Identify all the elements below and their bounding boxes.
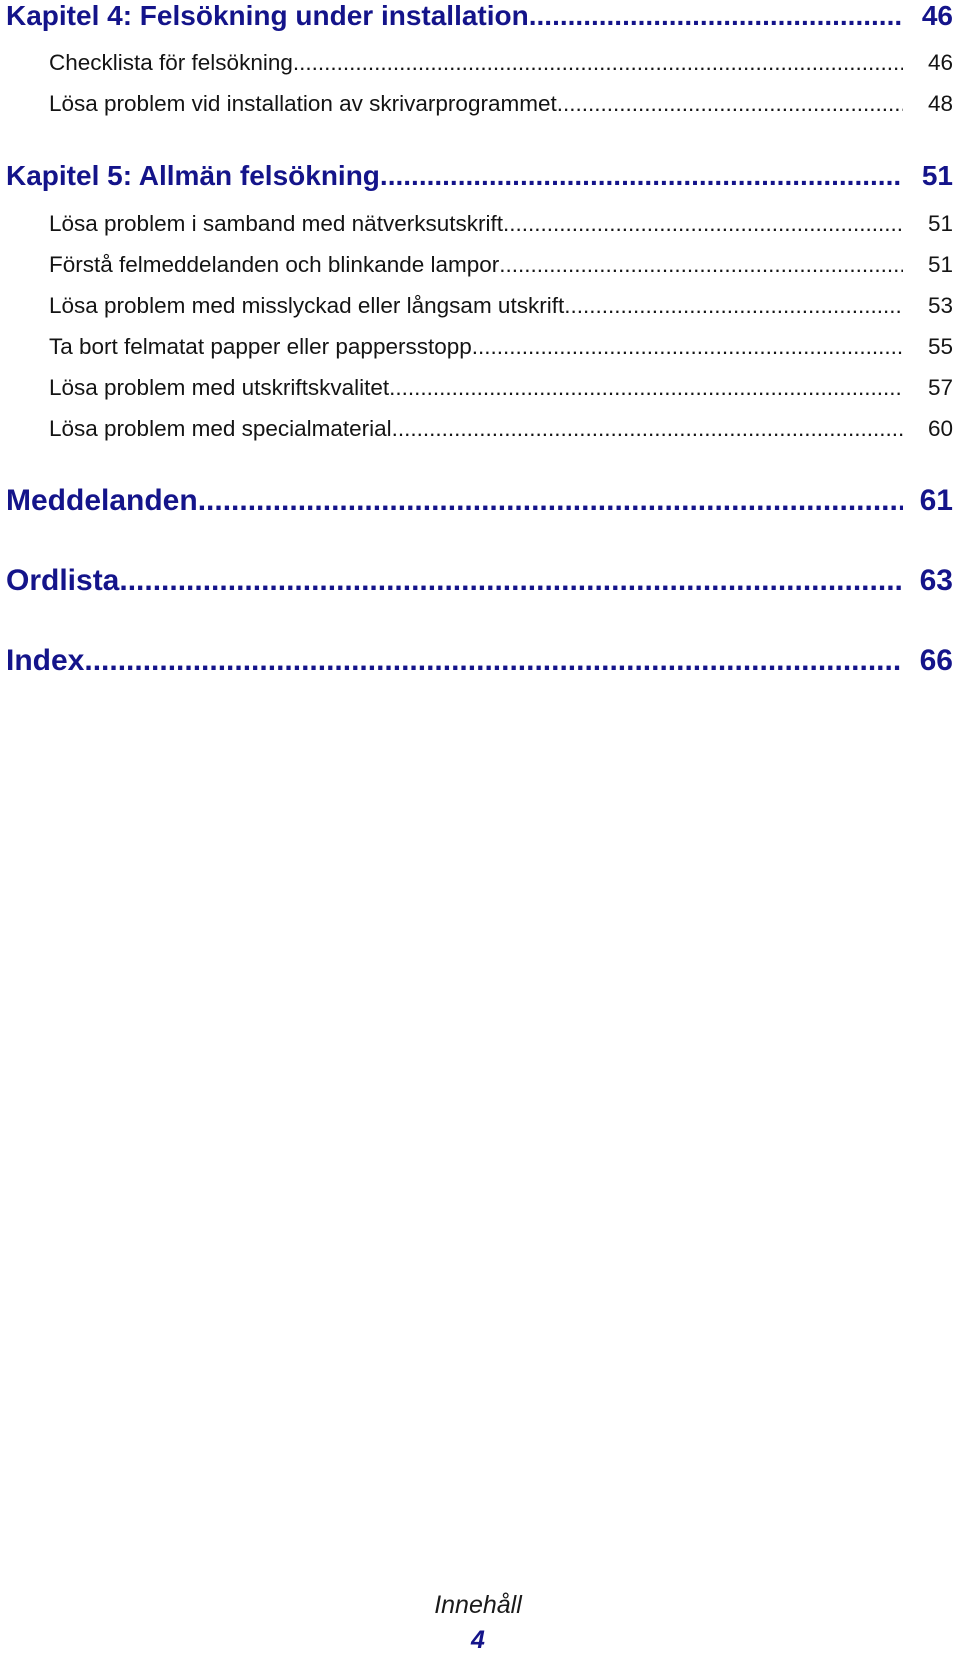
toc-page-number: 51: [927, 211, 953, 236]
toc-page-number: 46: [927, 50, 953, 75]
toc-index[interactable]: [6, 644, 953, 680]
toc-title: Kapitel 4: Felsökning under installation: [6, 0, 529, 31]
toc-section-special-media[interactable]: [49, 416, 953, 444]
toc-page-number: 61: [919, 484, 953, 517]
toc-ordlista[interactable]: [6, 564, 953, 600]
toc-leader: [293, 50, 903, 76]
toc-title: Ordlista: [6, 564, 120, 597]
toc-page-number: 51: [921, 160, 953, 191]
toc-leader: [564, 293, 903, 319]
toc-meddelanden[interactable]: [6, 484, 953, 520]
toc-leader: [529, 0, 903, 32]
toc-title: Lösa problem med specialmaterial: [49, 416, 392, 441]
toc-section-checklist[interactable]: [49, 50, 953, 78]
toc-section-print-quality[interactable]: [49, 375, 953, 403]
toc-section-paper-jam[interactable]: [49, 334, 953, 362]
toc-page-number: 60: [927, 416, 953, 441]
toc-leader: [119, 564, 903, 598]
toc-title: Lösa problem med utskriftskvalitet: [49, 375, 390, 400]
toc-leader: [499, 252, 903, 278]
footer-label-text: Innehåll: [434, 1591, 522, 1619]
toc-title: Meddelanden: [6, 484, 198, 517]
toc-leader: [389, 375, 903, 401]
toc-title: Kapitel 5: Allmän felsökning: [6, 160, 380, 191]
toc-leader: [557, 91, 903, 117]
toc-page-number: 63: [919, 564, 953, 597]
toc-leader: [472, 334, 903, 360]
toc-page-number: 48: [927, 91, 953, 116]
toc-title: Index: [6, 644, 85, 677]
toc-page-number: 66: [919, 644, 953, 677]
toc-leader: [380, 160, 903, 192]
toc-title: Ta bort felmatat papper eller pappersstopp: [49, 334, 472, 359]
footer-page-number: [0, 1626, 960, 1655]
footer-page-number-text: 4: [471, 1626, 485, 1654]
toc-page-number: 46: [921, 0, 953, 31]
toc-section-installation-problems[interactable]: [49, 91, 953, 119]
toc-section-error-messages[interactable]: [49, 252, 953, 280]
toc-section-failed-printing[interactable]: [49, 293, 953, 321]
toc-title: Förstå felmeddelanden och blinkande lampor: [49, 252, 500, 277]
toc-leader: [84, 644, 903, 678]
toc-page-number: 55: [927, 334, 953, 359]
toc-title: Lösa problem med misslyckad eller långsam utskrift: [49, 293, 565, 318]
toc-page-number: 51: [927, 252, 953, 277]
toc-title: Lösa problem i samband med nätverksutskrift: [49, 211, 503, 236]
toc-chapter-4[interactable]: [6, 0, 953, 34]
toc-page-number: 53: [927, 293, 953, 318]
toc-section-network-printing[interactable]: [49, 211, 953, 239]
toc-page-number: 57: [927, 375, 953, 400]
footer-section-label: [0, 1591, 960, 1620]
toc-leader: [503, 211, 903, 237]
toc-leader: [198, 484, 903, 518]
toc-chapter-5[interactable]: [6, 160, 953, 194]
toc-title: Lösa problem vid installation av skrivarprogrammet: [49, 91, 557, 116]
toc-title: Checklista för felsökning: [49, 50, 293, 75]
toc-leader: [392, 416, 903, 442]
